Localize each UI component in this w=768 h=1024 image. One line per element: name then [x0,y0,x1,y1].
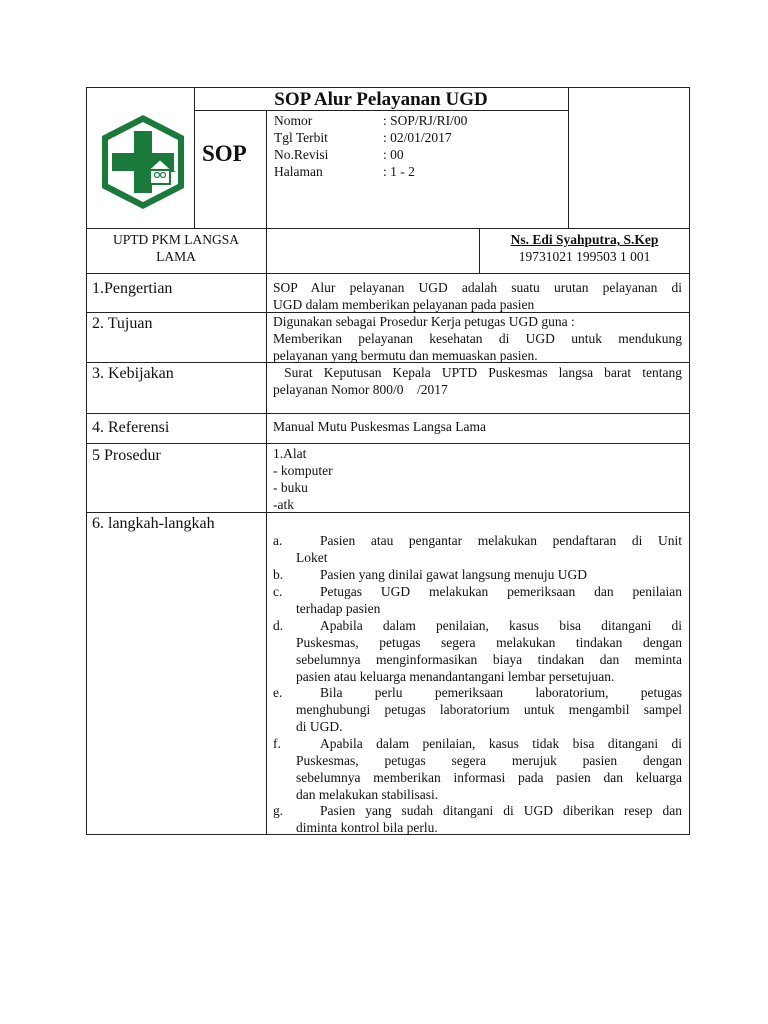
step-text [296,684,682,735]
meta-key-halaman: Halaman [274,164,323,179]
step-letter: c. [273,584,283,599]
step-line: diminta kontrol bila perlu. [296,820,438,835]
step-line: sebelumnya menginformasikan biaya tindakan dan meminta [296,652,682,667]
kebijakan-line: pelayanan Nomor 800/0 /2017 [273,382,448,397]
step-line: Puskesmas, petugas segera merujuk pasien dengan [296,753,682,768]
step-letter: g. [273,803,284,818]
step-line: Pasien yang dinilai gawat langsung menuju UGD [320,567,587,582]
meta-key-nomor: Nomor [274,113,313,128]
step-text [296,802,682,836]
prosedur-text [273,445,333,513]
step-line: pasien atau keluarga menandantangani lembar persetujuan. [296,669,615,684]
tujuan-line: pelayanan yang bermutu dan memuaskan pasien. [273,348,538,363]
step-line: Loket [296,550,328,565]
prosedur-line: -atk [273,497,294,512]
meta-value-tgl: : 02/01/2017 [383,130,452,145]
step-line: menghubungi petugas laboratorium untuk mengambil sampel [296,702,682,717]
pengertian-text [273,279,682,313]
tujuan-text [273,313,682,364]
step-line: Apabila dalam penilaian, kasus tidak bisa ditangani di [320,736,682,751]
label-langkah: 6. langkah-langkah [92,515,215,532]
unit-line-2: LAMA [156,249,196,264]
tujuan-line: Digunakan sebagai Prosedur Kerja petugas UGD guna : [273,314,575,329]
unit-name [86,231,266,265]
step-line: Bila perlu pemeriksaan laboratorium, petugas [320,685,682,700]
referensi-text: Manual Mutu Puskesmas Langsa Lama [273,419,486,434]
step-text [296,735,682,803]
prosedur-line: - komputer [273,463,333,478]
step-line: Puskesmas, petugas segera melakukan tindakan dengan [296,635,682,650]
logo [92,107,194,217]
step-text [296,566,682,583]
signer-nip: 19731021 199503 1 001 [518,249,651,264]
step-line: dan melakukan stabilisasi. [296,787,439,802]
document-title: SOP Alur Pelayanan UGD [274,89,488,110]
step-text [296,617,682,685]
kebijakan-text [273,364,682,398]
meta-key-revisi: No.Revisi [274,147,329,162]
step-letter: f. [273,736,281,751]
label-referensi: 4. Referensi [92,419,170,436]
label-kebijakan: 3. Kebijakan [92,365,174,382]
kebijakan-line: Surat Keputusan Kepala UPTD Puskesmas langsa barat tentang [273,365,682,380]
label-pengertian: 1.Pengertian [92,280,173,297]
step-line: Petugas UGD melakukan pemeriksaan dan penilaian [320,584,682,599]
tujuan-line: Memberikan pelayanan kesehatan di UGD untuk mendukung [273,331,682,346]
label-tujuan: 2. Tujuan [92,315,153,332]
step-line: Pasien yang sudah ditangani di UGD diberikan resep dan [320,803,682,818]
step-text [296,532,682,566]
pengertian-line: UGD dalam memberikan pelayanan pada pasien [273,297,535,312]
signer-block [480,231,689,265]
unit-line-1: UPTD PKM LANGSA [112,232,239,247]
step-letter: e. [273,685,283,700]
label-prosedur: 5 Prosedur [92,447,161,464]
step-letter: a. [273,533,283,548]
meta-value-halaman: : 1 - 2 [383,164,415,179]
step-letter: b. [273,567,284,582]
puskesmas-logo-icon [92,107,194,217]
signer-name: Ns. Edi Syahputra, S.Kep [510,232,659,247]
prosedur-line: - buku [273,480,308,495]
prosedur-line: 1.Alat [273,446,307,461]
sop-label: SOP [202,141,247,166]
step-line: terhadap pasien [296,601,381,616]
meta-value-nomor: : SOP/RJ/RI/00 [383,113,468,128]
step-letter: d. [273,618,284,633]
pengertian-line: SOP Alur pelayanan UGD adalah suatu urutan pelayanan di [273,280,682,295]
meta-key-tgl: Tgl Terbit [274,130,328,145]
step-line: sebelumnya memberikan informasi pada pasien dan keluarga [296,770,682,785]
step-line: Apabila dalam penilaian, kasus bisa ditangani di [320,618,682,633]
step-line: di UGD. [296,719,343,734]
step-text [296,583,682,617]
step-line: Pasien atau pengantar melakukan pendaftaran di Unit [320,533,682,548]
meta-value-revisi: : 00 [383,147,404,162]
